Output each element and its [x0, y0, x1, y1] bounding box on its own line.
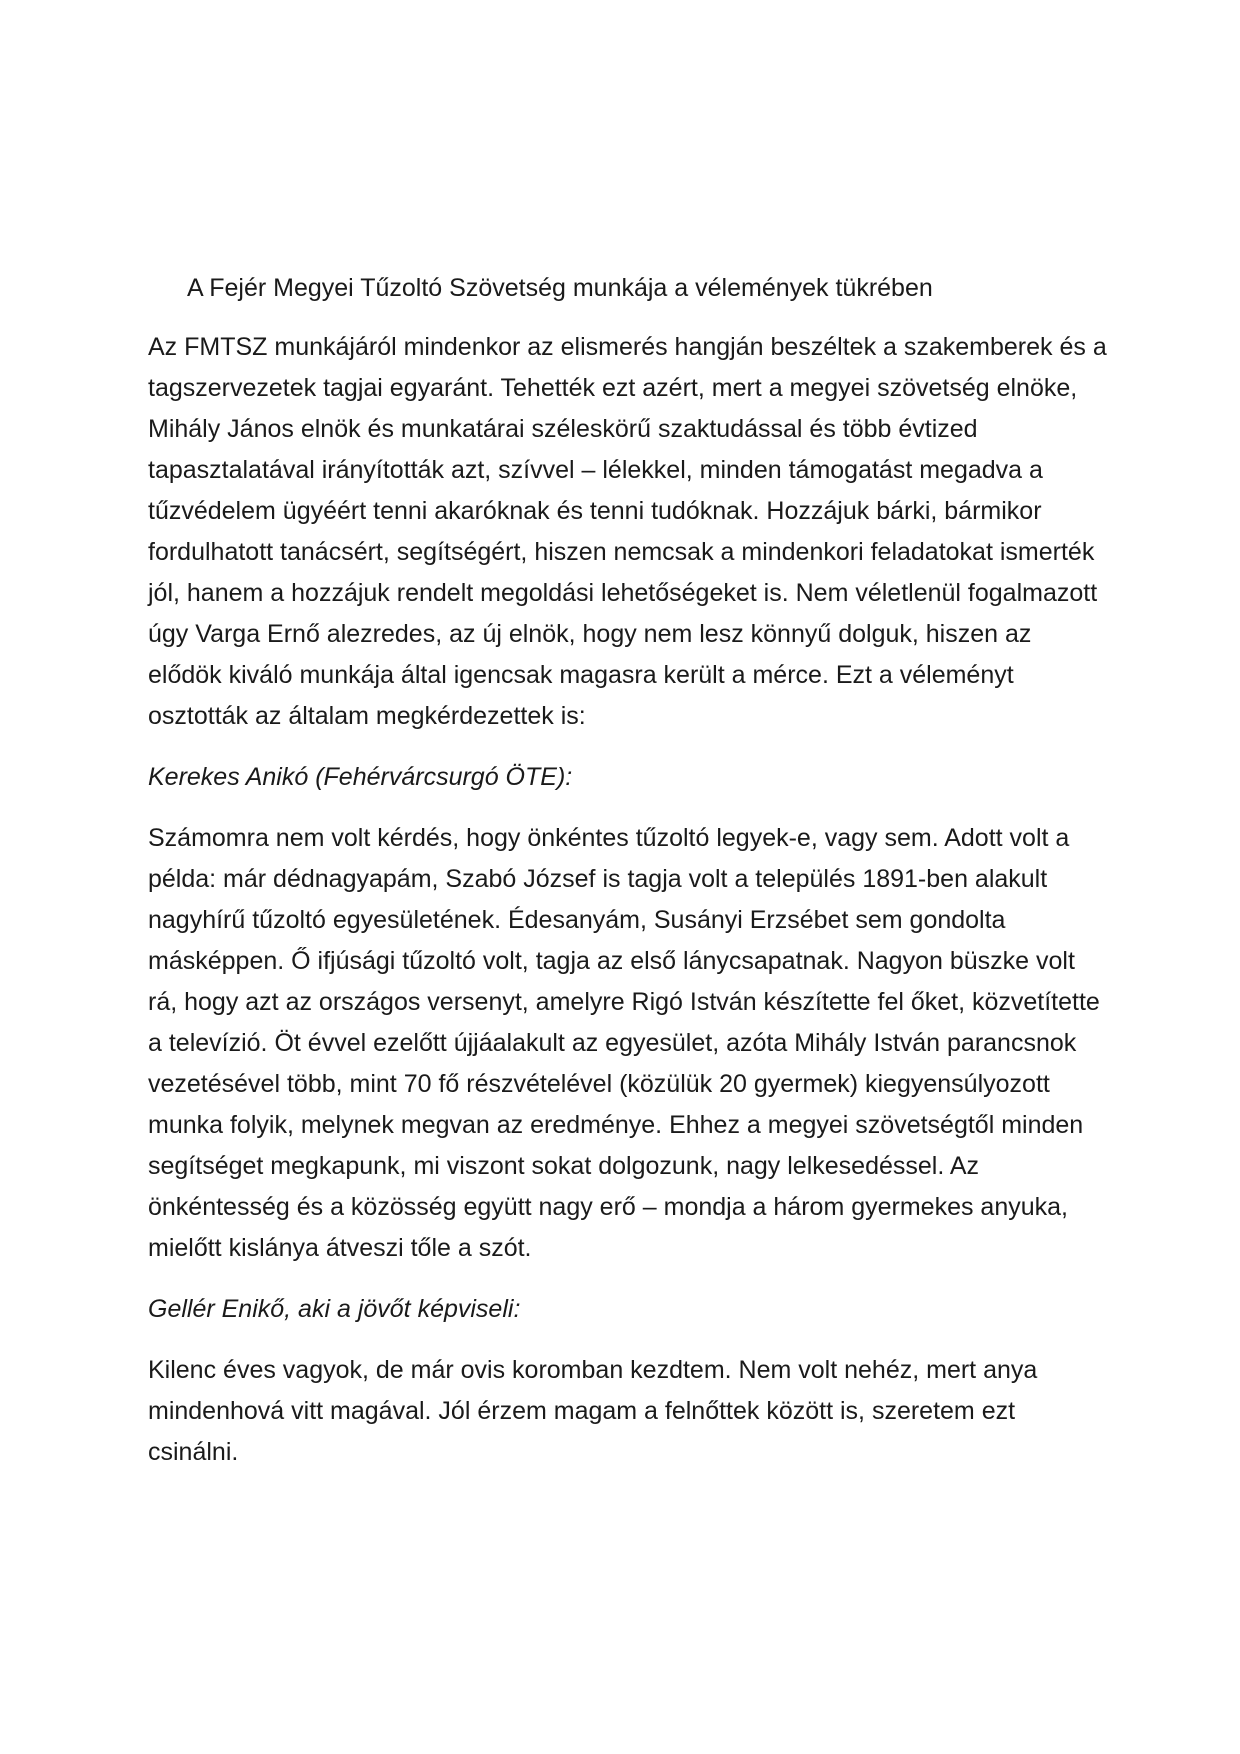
document-title: A Fejér Megyei Tűzoltó Szövetség munkája a vélemények tükrében — [187, 274, 933, 302]
document-body — [148, 268, 1108, 1493]
speaker-heading-geller-eniko: Gellér Enikő, aki a jövőt képviseli: — [148, 1295, 521, 1323]
speaker-quote-kerekes-aniko: Számomra nem volt kérdés, hogy önkéntes tűzoltó legyek-e, vagy sem. Adott volt a példa: már dédnagyapám, Szabó József is tagja volt a település 1891-ben alakult nagyhírű tűzoltó egyesületének. Édesanyám, Susányi Erzsébet sem gondolta másképpen. Ő ifjúsági tűzoltó volt, tagja az első lánycsapatnak. Nagyon büszke volt rá, hogy azt az országos versenyt, amelyre Rigó István készítette fel őket, közvetítette a televízió. Öt évvel ezelőtt újjáalakult az egyesület, azóta Mihály István parancsnok vezetésével több, mint 70 fő részvételével (közülük 20 gyermek) kiegyensúlyozott munka folyik, melynek megvan az eredménye. Ehhez a megyei szövetségtől minden segítséget megkapunk, mi viszont sokat dolgozunk, nagy lelkesedéssel. Az önkéntesség és a közösség együtt nagy erő – mondja a három gyermekes anyuka, mielőtt kislánya átveszi tőle a szót. — [148, 824, 1100, 1262]
intro-paragraph: Az FMTSZ munkájáról mindenkor az elismerés hangján beszéltek a szakemberek és a tagszervezetek tagjai egyaránt. Tehették ezt azért, mert a megyei szövetség elnöke, Mihály János elnök és munkatárai széleskörű szaktudással és több évtized tapasztalatával irányították azt, szívvel – lélekkel, minden támogatást megadva a tűzvédelem ügyéért tenni akaróknak és tenni tudóknak. Hozzájuk bárki, bármikor fordulhatott tanácsért, segítségért, hiszen nemcsak a mindenkori feladatokat ismerték jól, hanem a hozzájuk rendelt megoldási lehetőségeket is. Nem véletlenül fogalmazott úgy Varga Ernő alezredes, az új elnök, hogy nem lesz könnyű dolguk, hiszen az elődök kiváló munkája által igencsak magasra került a mérce. Ezt a véleményt osztották az általam megkérdezettek is: — [148, 333, 1107, 730]
speaker-quote-geller-eniko: Kilenc éves vagyok, de már ovis koromban kezdtem. Nem volt nehéz, mert anya mindenhová vitt magával. Jól érzem magam a felnőttek között is, szeretem ezt csinálni. — [148, 1356, 1038, 1466]
speaker-heading-kerekes-aniko: Kerekes Anikó (Fehérvárcsurgó ÖTE): — [148, 763, 573, 791]
